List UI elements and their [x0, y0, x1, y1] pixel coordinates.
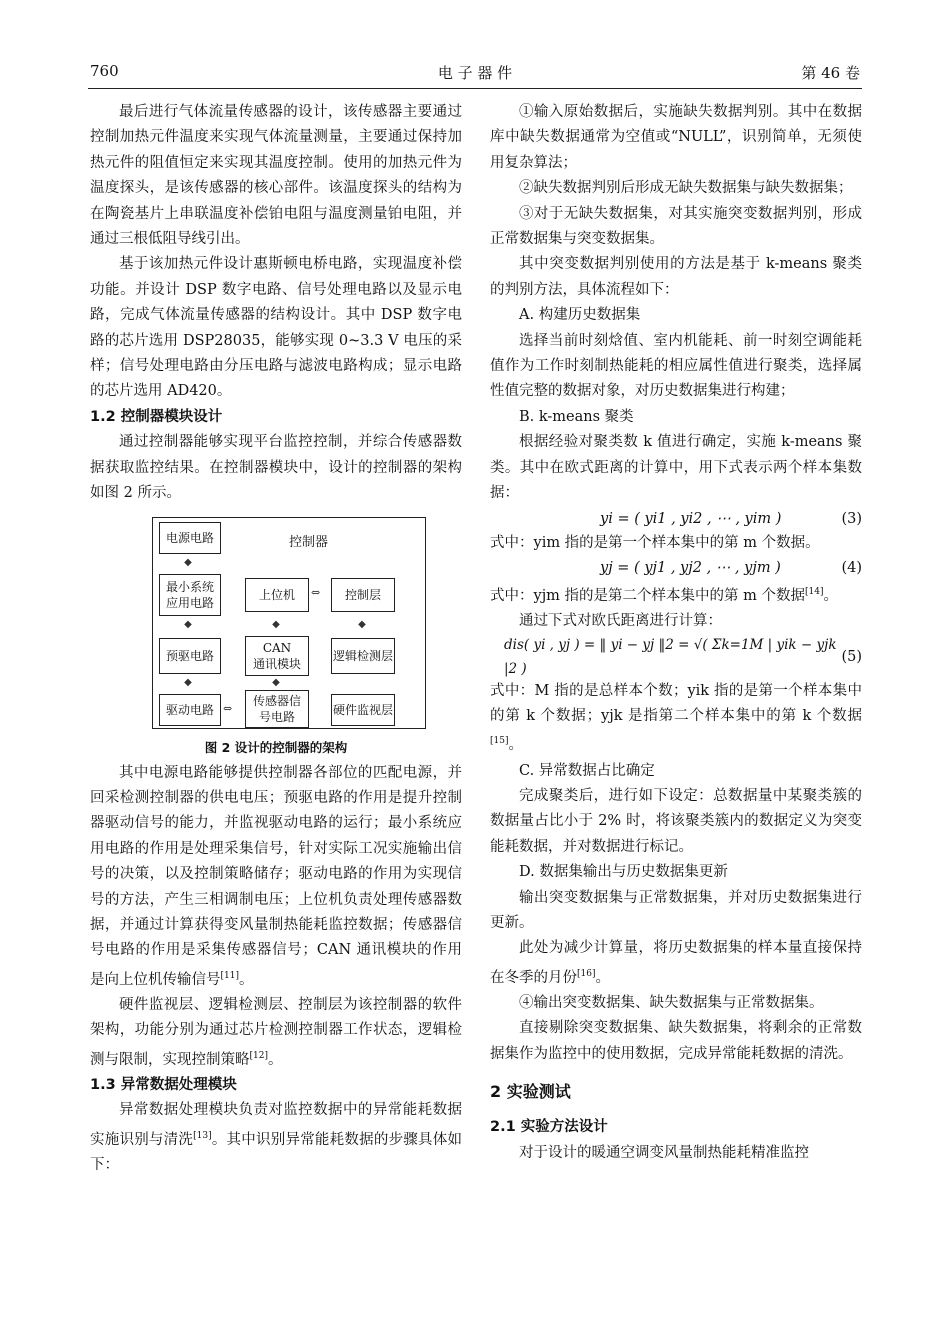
drive-circuit-box: 驱动电路: [159, 694, 221, 726]
paragraph: 选择当前时刻焓值、室内机能耗、前一时刻空调能耗值作为工作时刻制热能耗的相应属性值进行聚类，选择属性值完整的数据对象，对历史数据集进行构建；: [490, 332, 862, 400]
control-layer-box: 控制层: [331, 578, 395, 612]
paragraph: 直接剔除突变数据集、缺失数据集，将剩余的正常数据集作为监控中的使用数据，完成异常能耗数据的清洗。: [490, 1020, 862, 1062]
section-heading-1-3: 1.3 异常数据处理模块: [90, 1077, 237, 1094]
equation-4: yj = ( yj1 , yj2 , ⋯ , yjm ) (4): [600, 559, 862, 576]
subheading-a: A. 构建历史数据集: [519, 307, 641, 324]
paragraph: 异常数据处理模块负责对监控数据中的异常能耗数据实施识别与清洗[13]。其中识别异常能耗数据的步骤具体如下：: [90, 1102, 462, 1174]
section-heading-2-1: 2.1 实验方法设计: [490, 1119, 608, 1136]
paragraph: 基于该加热元件设计惠斯顿电桥电路，实现温度补偿功能。并设计 DSP 数字电路、信号处理电路以及显示电路，完成气体流量传感器的结构设计。其中 DSP 数字电路的芯片选用 DSP28035，能够实现 0~3.3 V 电压的采样；信号处理电路由分压电路与滤波电路构成；显示电路的芯片选用 AD420。: [90, 256, 462, 400]
subheading-d: D. 数据集输出与历史数据集更新: [519, 864, 728, 881]
step-2: ②缺失数据判别后形成无缺失数据集与缺失数据集；: [519, 180, 853, 197]
figure-caption: 图 2 设计的控制器的架构: [204, 739, 348, 755]
page-number: 760: [90, 62, 119, 80]
logic-detection-box: 逻辑检测层: [331, 638, 395, 674]
paragraph: 通过控制器能够实现平台监控控制，并综合传感器数据获取监控结果。在控制器模块中，设计的控制器的架构如图 2 所示。: [90, 434, 462, 502]
journal-title: 电 子 器 件: [437, 64, 513, 82]
right-column: [490, 100, 862, 1166]
can-module-box: CAN 通讯模块: [245, 636, 309, 676]
paragraph: 根据经验对聚类数 k 值进行确定，实施 k-means 聚类。其中在欧式距离的计算中，用下式表示两个样本集数据：: [490, 434, 862, 502]
paragraph: 其中电源电路能够提供控制器各部位的匹配电源，并回采检测控制器的供电电压；预驱电路的作用是提升控制器驱动信号的能力，并监视驱动电路的运行；最小系统应用电路的作用是处理采集信号，针对实际工况实施输出信号的决策，以及控制策略储存；驱动电路的作用为实现信号的方法，产生三相调制电压；上位机负责处理传感器数据，并通过计算获得变风量制热能耗监控数据；传感器信号电路的作用是采集传感器信号；CAN 通讯模块的作用是向上位机传输信号[11]。: [90, 764, 462, 988]
step-4: ④输出突变数据集、缺失数据集与正常数据集。: [519, 995, 824, 1012]
paragraph: 通过下式对欧氏距离进行计算：: [519, 613, 722, 630]
header-rule: [88, 88, 862, 89]
updown-arrow-icon: ◆: [272, 618, 280, 630]
paragraph: 最后进行气体流量传感器的设计，该传感器主要通过控制加热元件温度来实现气体流量测量，主要通过保持加热元件的阻值恒定来实现其温度控制。使用的加热元件为温度探头，是该传感器的核心部件。该温度探头的结构为在陶瓷基片上串联温度补偿铂电阻与温度测量铂电阻，并通过三根低阻导线引出。: [90, 104, 462, 248]
paragraph: 硬件监视层、逻辑检测层、控制层为该控制器的软件架构，功能分别为通过芯片检测控制器工作状态，逻辑检测与限制，实现控制策略[12]。: [90, 996, 462, 1068]
updown-arrow-icon: ◆: [184, 618, 192, 630]
paragraph: 对于设计的暖通空调变风量制热能耗精准监控: [519, 1144, 809, 1161]
step-1: ①输入原始数据后，实施缺失数据判别。其中在数据库中缺失数据通常为空值或“NULL”，识别简单，无须使用复杂算法；: [490, 104, 862, 171]
min-system-box: 最小系统 应用电路: [159, 574, 221, 616]
host-computer-box: 上位机: [245, 578, 309, 612]
hardware-monitor-box: 硬件监视层: [331, 694, 395, 726]
bidirectional-arrow-icon: ⇔: [311, 585, 321, 599]
section-heading-2: 2 实验测试: [490, 1082, 571, 1102]
equation-3: yi = ( yi1 , yi2 , ⋯ , yim ) (3): [600, 510, 862, 527]
power-circuit-box: 电源电路: [159, 522, 221, 554]
updown-arrow-icon: ◆: [358, 618, 366, 630]
subheading-b: B. k-means 聚类: [519, 408, 634, 425]
sensor-signal-box: 传感器信 号电路: [245, 690, 309, 728]
updown-arrow-icon: ◆: [184, 676, 192, 688]
subheading-c: C. 异常数据占比确定: [519, 762, 655, 779]
equation-3-where: 式中：yim 指的是第一个样本集中的第 m 个数据。: [490, 534, 820, 551]
equation-4-where: 式中：yjm 指的是第二个样本集中的第 m 个数据[14]。: [490, 586, 838, 604]
bidirectional-arrow-icon: ⇔: [223, 701, 233, 715]
paragraph: 完成聚类后，进行如下设定：总数据量中某聚类簇的数据量占比小于 2% 时，将该聚类簇内的数据定义为突变能耗数据，并对数据进行标记。: [490, 788, 862, 855]
left-column: [90, 100, 462, 1178]
paragraph: 输出突变数据集与正常数据集，并对历史数据集进行更新。: [490, 889, 862, 932]
paragraph: 其中突变数据判别使用的方法是基于 k-means 聚类的判别方法，具体流程如下：: [490, 256, 862, 298]
step-3: ③对于无缺失数据集，对其实施突变数据判别，形成正常数据集与突变数据集。: [490, 205, 862, 248]
equation-5: dis( yi , yj ) = ‖ yi − yj ‖2 = √( Σk=1M | yik − yjk |2 ) (5): [504, 636, 862, 677]
controller-architecture-figure: [152, 517, 426, 729]
predrive-circuit-box: 预驱电路: [159, 638, 221, 674]
paragraph: 此处为减少计算量，将历史数据集的样本量直接保持在冬季的月份[16]。: [490, 940, 862, 986]
equation-5-where: 式中：M 指的是总样本个数；yik 指的是第一个样本集中的第 k 个数据；yjk 是指第二个样本集中的第 k 个数据[15]。: [490, 682, 862, 754]
controller-label: 控制器: [289, 534, 329, 550]
section-heading-1-2: 1.2 控制器模块设计: [90, 408, 223, 425]
updown-arrow-icon: ◆: [272, 676, 280, 688]
volume-label: 第 46 卷: [801, 64, 860, 82]
updown-arrow-icon: ◆: [184, 556, 192, 568]
